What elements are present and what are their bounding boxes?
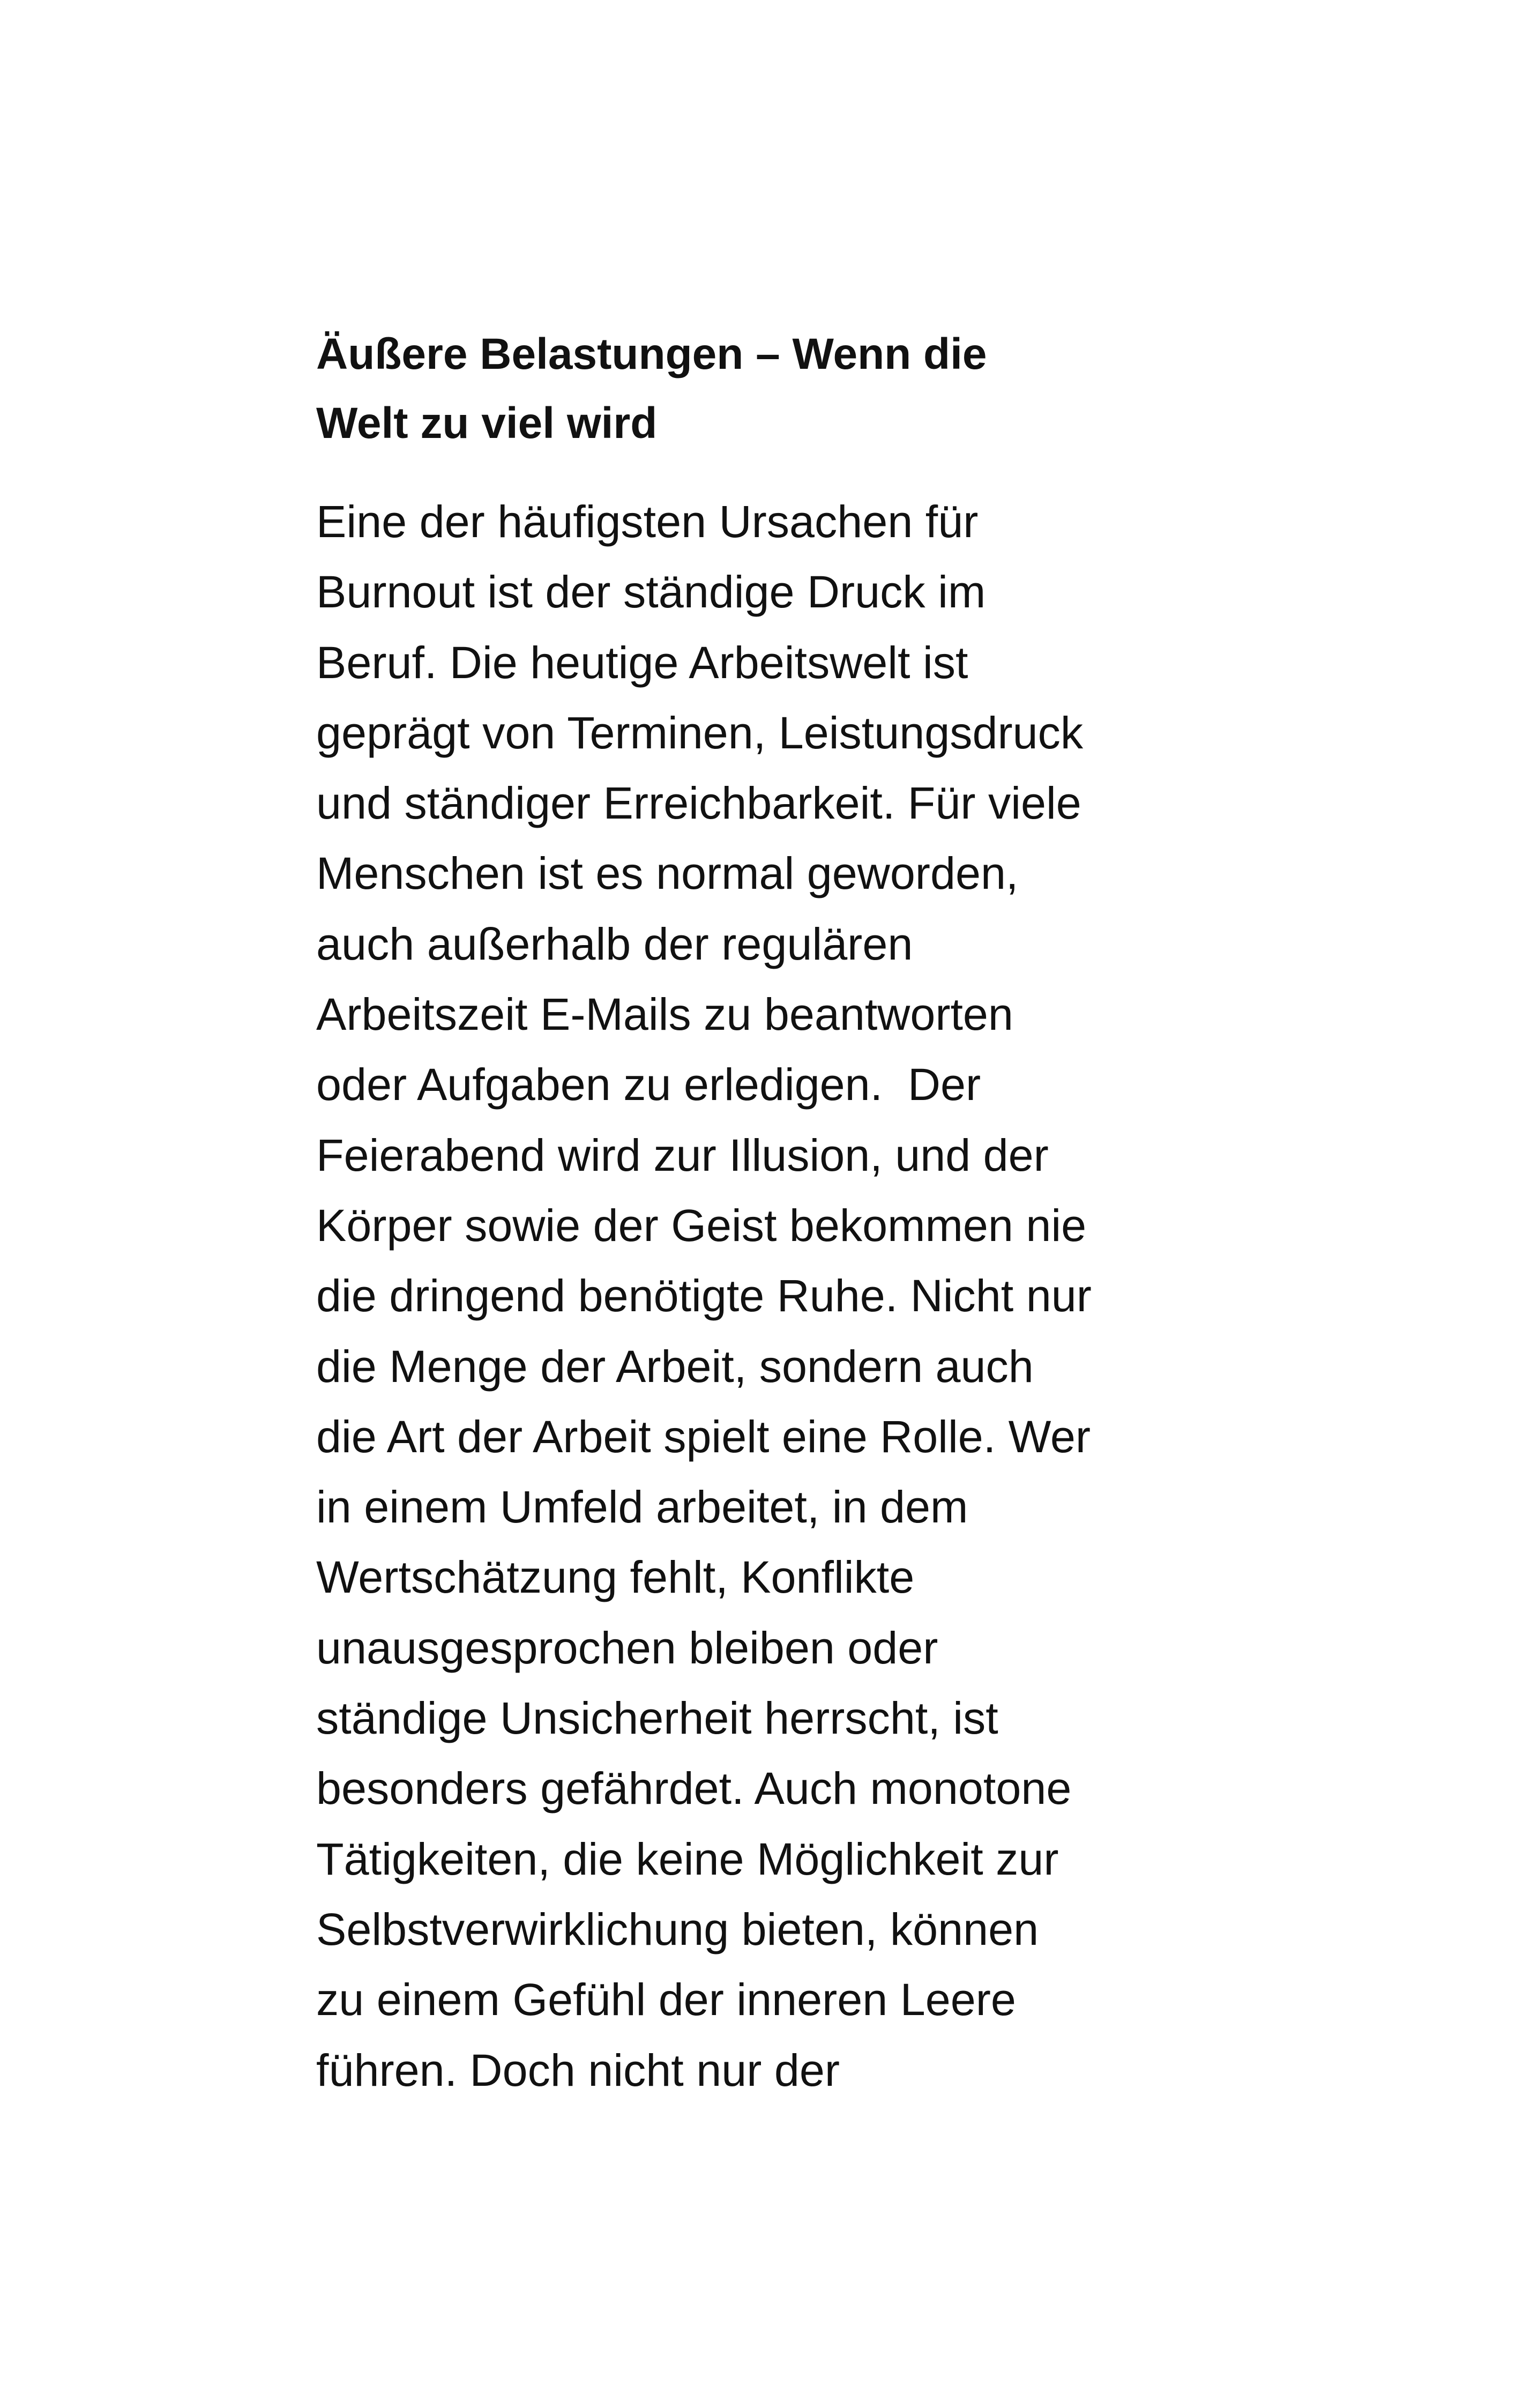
body-line: unausgesprochen bleiben oder — [316, 1622, 938, 1673]
body-line: Feierabend wird zur Illusion, und der — [316, 1129, 1049, 1180]
body-line: führen. Doch nicht nur der — [316, 2045, 840, 2095]
heading-line: Äußere Belastungen – Wenn die — [316, 330, 987, 378]
section-heading — [316, 319, 1259, 458]
body-line: Arbeitszeit E-Mails zu beantworten — [316, 989, 1013, 1040]
body-line: oder Aufgaben zu erledigen. Der — [316, 1059, 981, 1110]
body-line: Tätigkeiten, die keine Möglichkeit zur — [316, 1833, 1059, 1884]
body-line: die Menge der Arbeit, sondern auch — [316, 1341, 1034, 1392]
body-paragraph — [316, 487, 1259, 2106]
heading-line: Welt zu viel wird — [316, 399, 658, 448]
body-line: Eine der häufigsten Ursachen für — [316, 496, 979, 547]
body-line: die Art der Arbeit spielt eine Rolle. Wer — [316, 1411, 1091, 1462]
body-line: auch außerhalb der regulären — [316, 918, 913, 969]
body-line: Wertschätzung fehlt, Konflikte — [316, 1552, 915, 1603]
body-line: die dringend benötigte Ruhe. Nicht nur — [316, 1270, 1092, 1321]
body-line: in einem Umfeld arbeitet, in dem — [316, 1482, 968, 1533]
body-line: Burnout ist der ständige Druck im — [316, 567, 986, 618]
body-line: Körper sowie der Geist bekommen nie — [316, 1200, 1087, 1251]
body-line: Menschen ist es normal geworden, — [316, 848, 1019, 899]
body-line: ständige Unsicherheit herrscht, ist — [316, 1693, 998, 1744]
body-line: zu einem Gefühl der inneren Leere — [316, 1974, 1016, 2025]
body-line: Beruf. Die heutige Arbeitswelt ist — [316, 637, 968, 688]
page-content — [316, 319, 1259, 2106]
body-line: besonders gefährdet. Auch monotone — [316, 1763, 1072, 1814]
body-line: Selbstverwirklichung bieten, können — [316, 1904, 1039, 1954]
body-line: geprägt von Terminen, Leistungsdruck — [316, 707, 1084, 758]
body-line: und ständiger Erreichbarkeit. Für viele — [316, 778, 1081, 829]
